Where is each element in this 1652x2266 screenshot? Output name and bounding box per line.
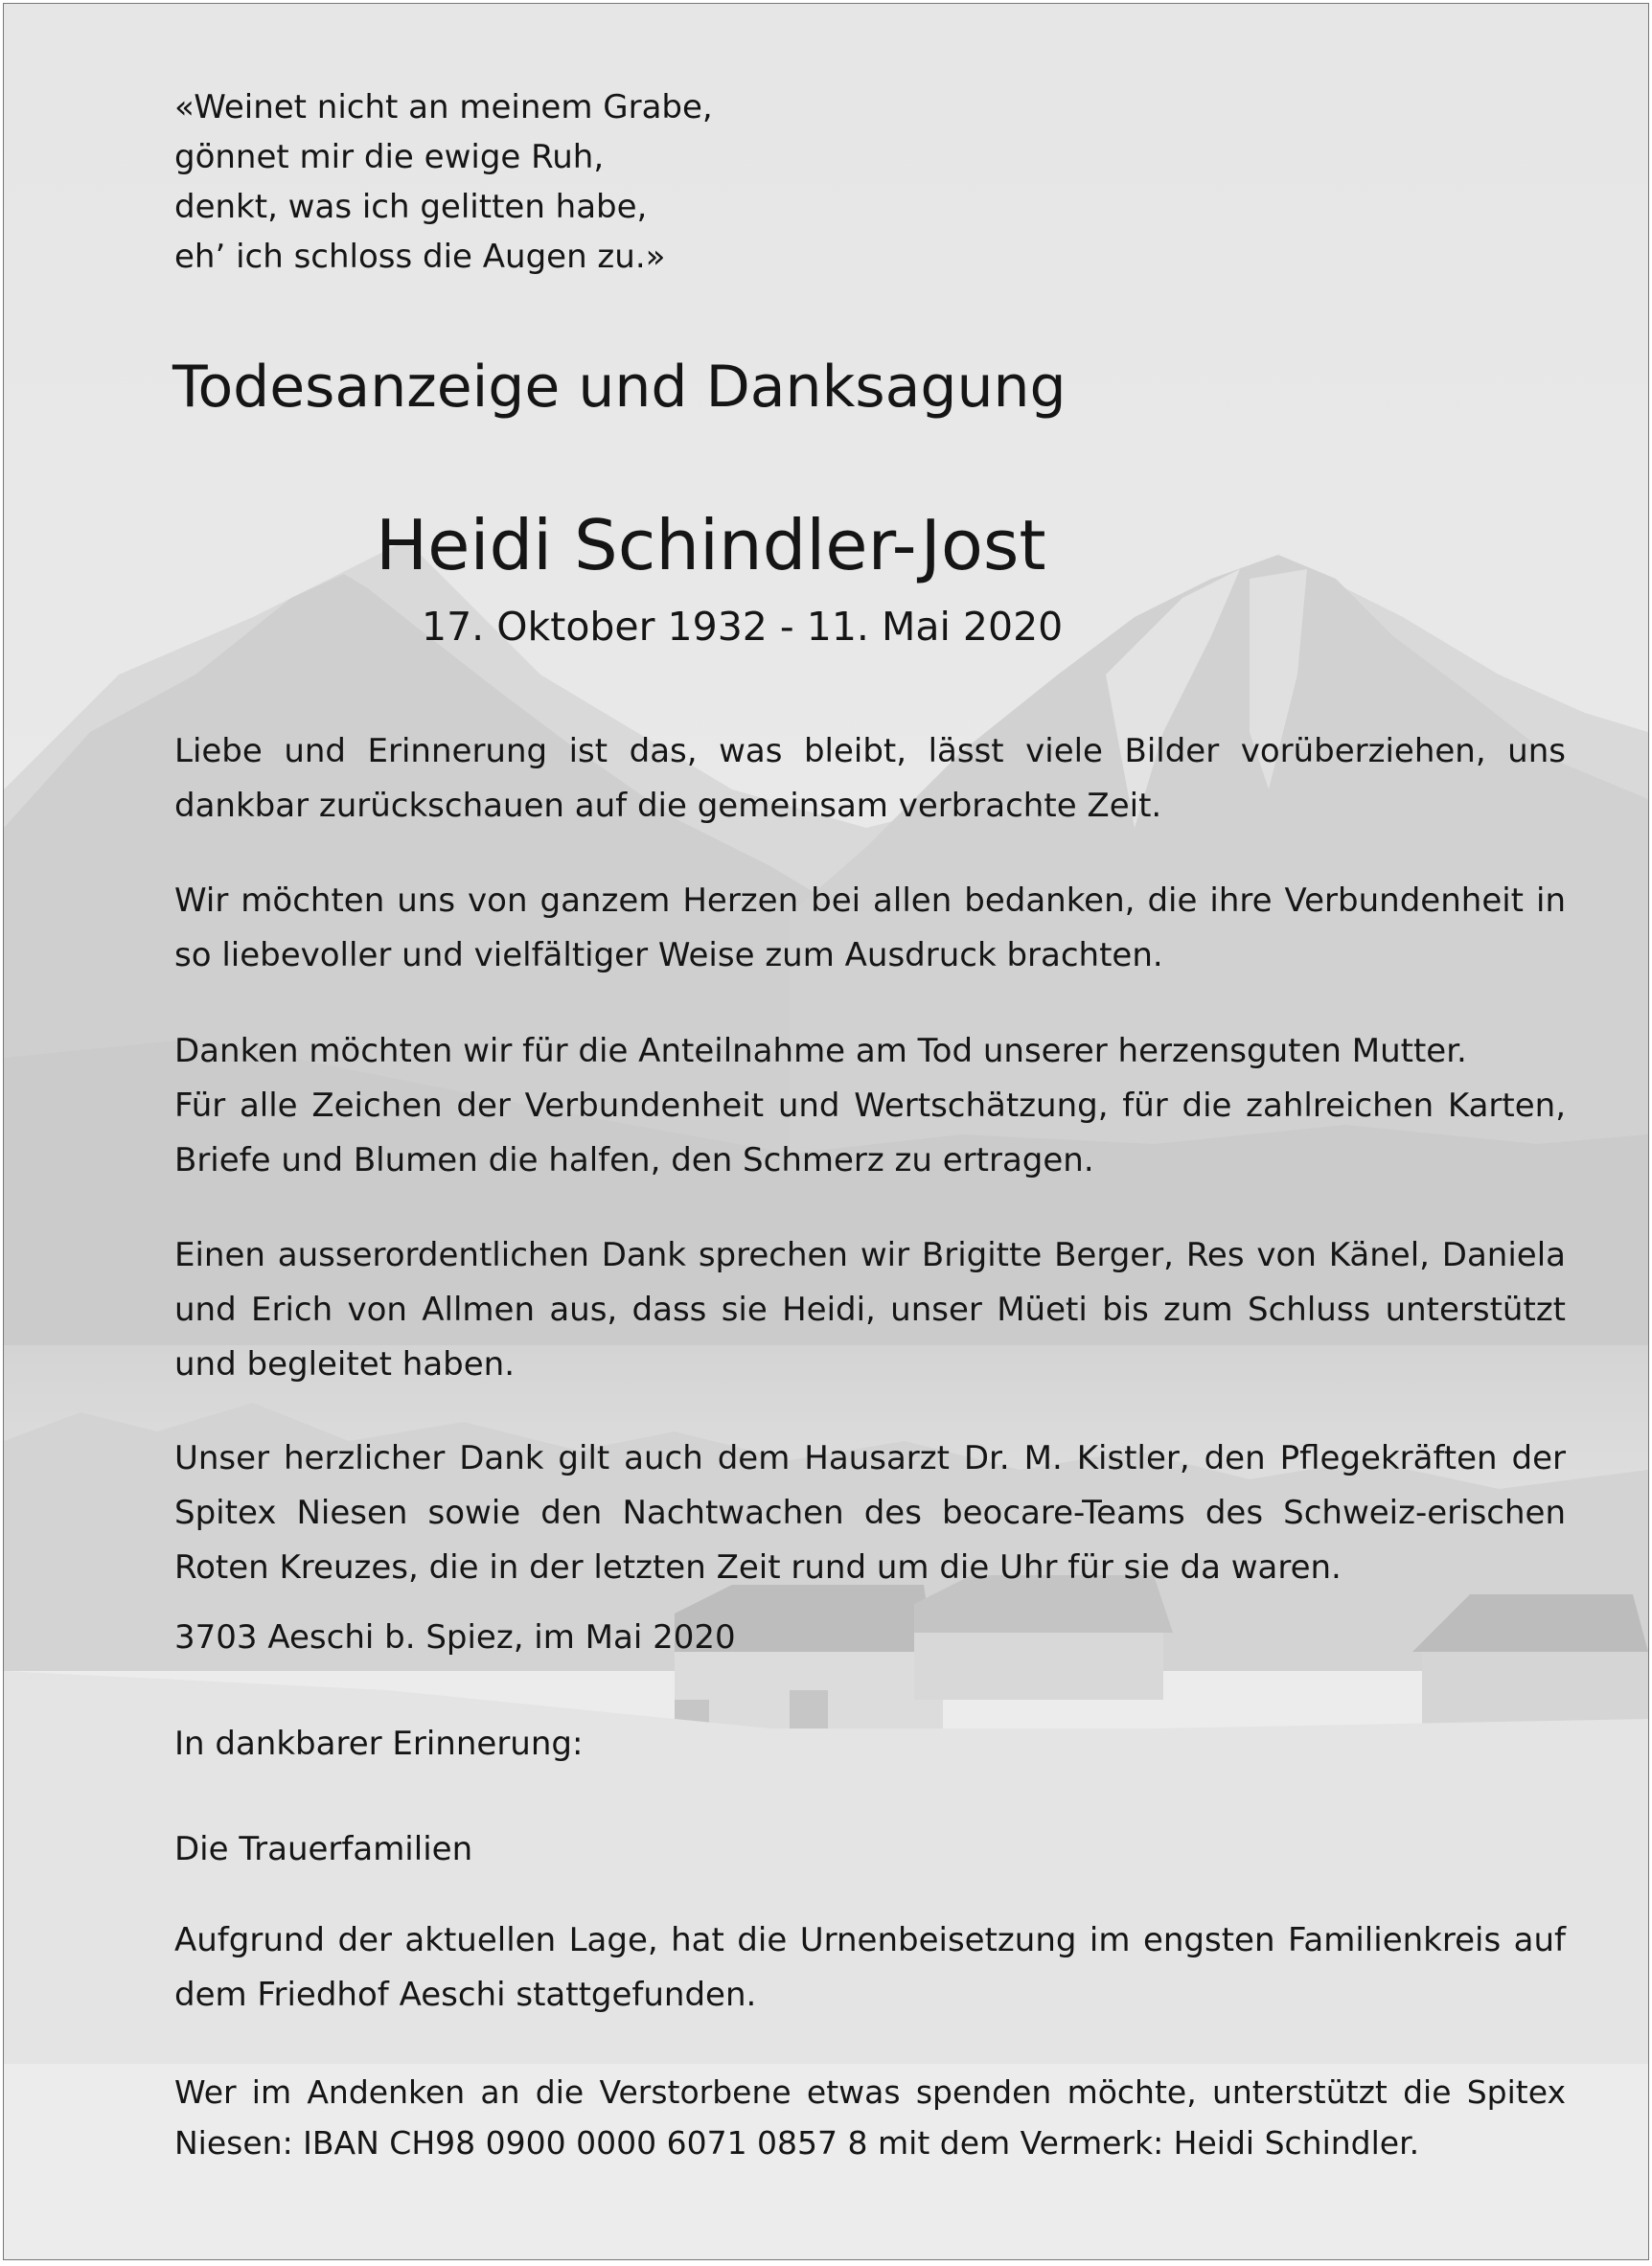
- poem-quote: [174, 82, 713, 282]
- paragraph-sympathy-first-line: Danken möchten wir für die Anteilnahme am Tod unserer herzensguten Mutter.: [174, 1032, 1467, 1070]
- page-title: Todesanzeige und Danksagung: [172, 354, 1067, 421]
- paragraph-sympathy: Für alle Zeichen der Verbundenheit und Wertschätzung, für die zahlreichen Karten, Briefe und Blumen die halfen, den Schmerz zu ertragen.: [174, 1087, 1566, 1179]
- burial-note: Aufgrund der aktuellen Lage, hat die Urnenbeisetzung im engsten Familienkreis auf dem Friedhof Aeschi stattgefunden.: [174, 1921, 1566, 2014]
- quote-line: «Weinet nicht an meinem Grabe,: [174, 88, 713, 126]
- quote-line: denkt, was ich gelitten habe,: [174, 188, 648, 226]
- paragraph-memory: Liebe und Erinnerung ist das, was bleibt, lässt viele Bilder vorüberziehen, uns dankbar zurückschauen auf die gemeinsam verbrachte Zeit.: [174, 732, 1566, 825]
- place-date: 3703 Aeschi b. Spiez, im Mai 2020: [174, 1618, 736, 1657]
- family-signature: Die Trauerfamilien: [174, 1830, 473, 1868]
- paragraph-special-thanks: Einen ausserordentlichen Dank sprechen wir Brigitte Berger, Res von Känel, Daniela und Erich von Allmen aus, dass sie Heidi, unser Müeti bis zum Schluss unterstützt und begleitet haben.: [174, 1236, 1566, 1384]
- donation-note: Wer im Andenken an die Verstorbene etwas spenden möchte, unterstützt die Spitex Niesen: IBAN CH98 0900 0000 6071 0857 8 mit dem Vermerk: Heidi Schindler.: [174, 2073, 1566, 2162]
- deceased-name: Heidi Schindler-Jost: [376, 505, 1046, 585]
- life-dates: 17. Oktober 1932 - 11. Mai 2020: [422, 604, 1064, 650]
- paragraph-thanks: Wir möchten uns von ganzem Herzen bei allen bedanken, die ihre Verbundenheit in so liebevoller und vielfältiger Weise zum Ausdruck brachten.: [174, 881, 1566, 974]
- remembrance-label: In dankbarer Erinnerung:: [174, 1725, 584, 1763]
- quote-line: eh’ ich schloss die Augen zu.»: [174, 238, 666, 276]
- obituary-page: [3, 3, 1649, 2260]
- paragraph-care-thanks: Unser herzlicher Dank gilt auch dem Hausarzt Dr. M. Kistler, den Pflegekräften der Spitex Niesen sowie den Nachtwachen des beocare-Teams des Schweiz-erischen Roten Kreuzes, die in der letzten Zeit rund um die Uhr für sie da waren.: [174, 1439, 1566, 1587]
- quote-line: gönnet mir die ewige Ruh,: [174, 138, 605, 176]
